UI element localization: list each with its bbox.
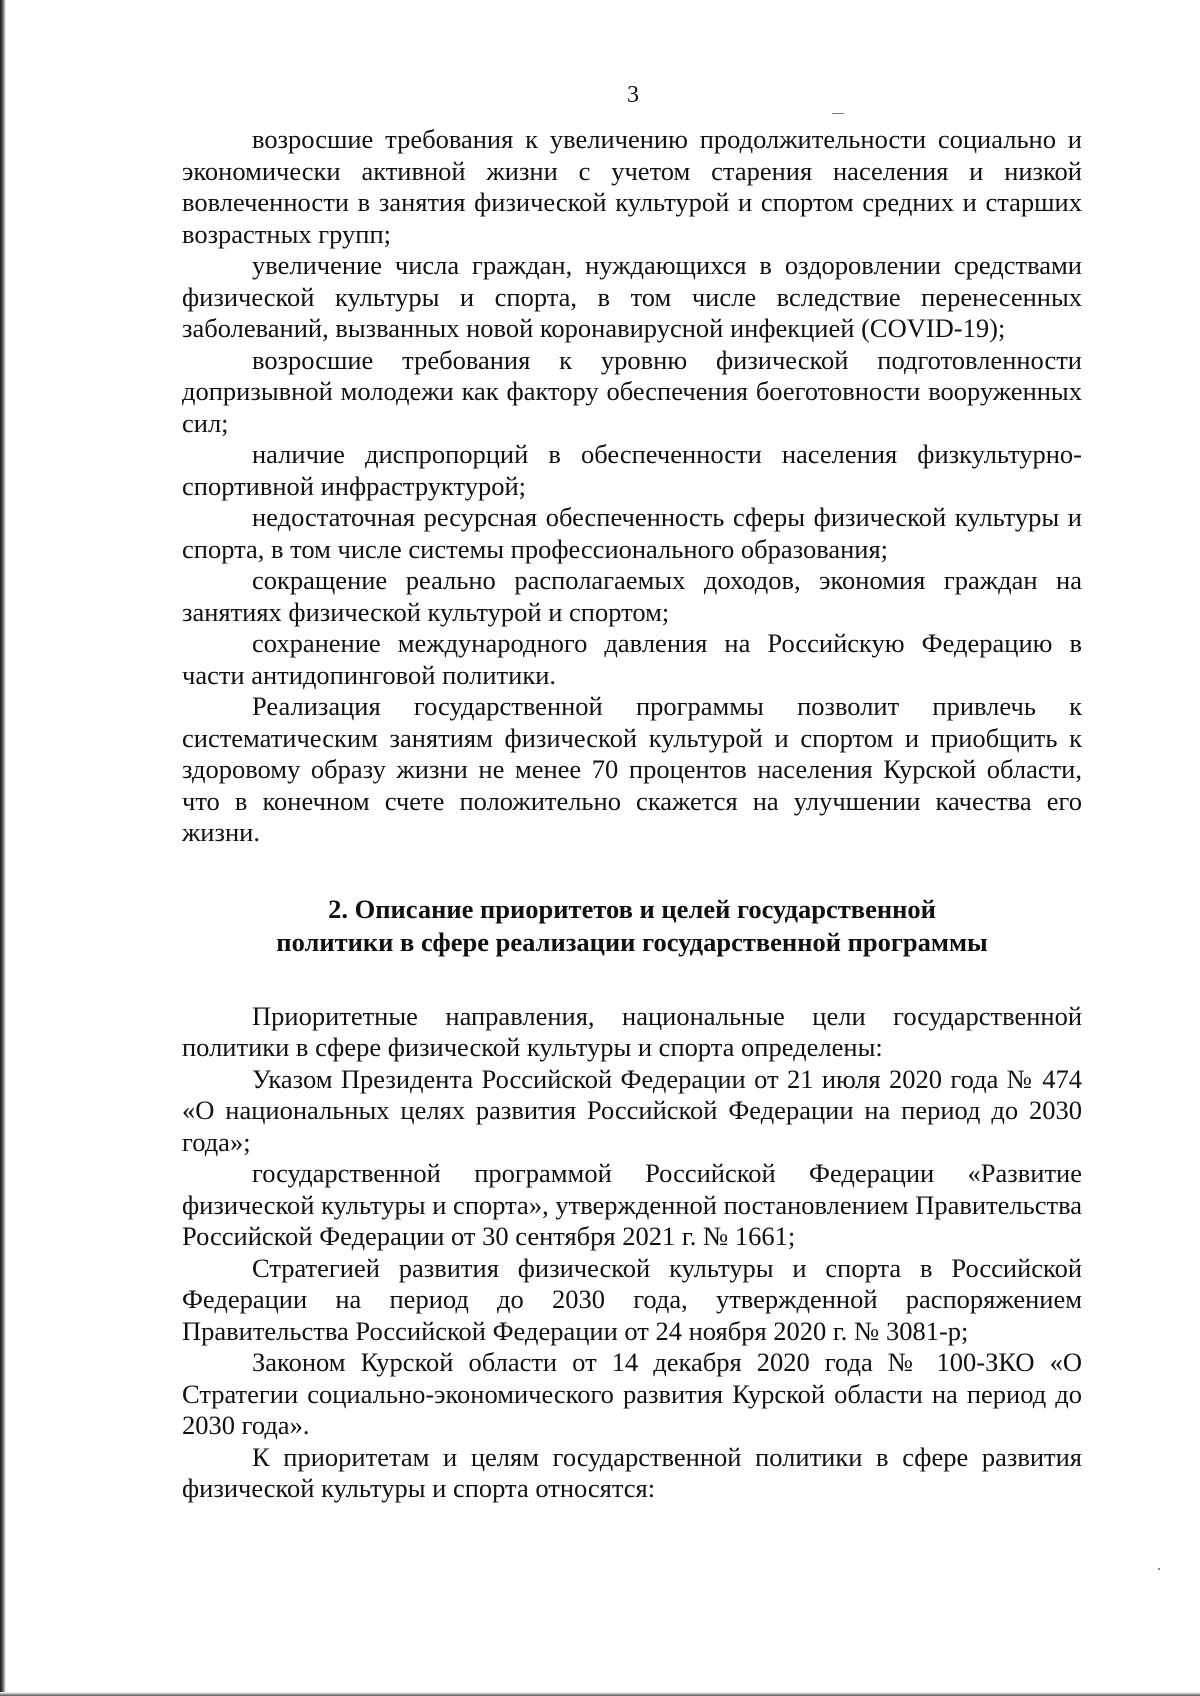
paragraph-priority-directions: Приоритетные направления, национальные цели государственной политики в сфере физической культуры и спорта определены: (182, 1000, 1082, 1062)
scan-artifact-mark (832, 113, 844, 114)
document-body (182, 124, 1082, 1505)
paragraph-sports-strategy: Стратегией развития физической культуры и спорта в Российской Федерации на период до 2030 года, утвержденной распоряжением Правительства Российской Федерации от 24 ноября 2020 г. № 3081-р; (182, 1252, 1082, 1346)
paragraph-federal-program: государственной программой Российской Федерации «Развитие физической культуры и спорта», утвержденной постановлением Правительства Российской Федерации от 30 сентября 2021 г. № 1661; (182, 1158, 1082, 1251)
paragraph-priorities-intro: К приоритетам и целям государственной политики в сфере развития физической культуры и спорта относятся: (182, 1441, 1082, 1503)
section-heading-line-1: 2. Описание приоритетов и целей государственной (328, 893, 936, 924)
paragraph-antidoping-pressure: сохранение международного давления на Российскую Федерацию в части антидопинговой политики. (182, 628, 1082, 690)
scan-border-left (0, 0, 6, 1696)
scan-border-bottom (0, 1692, 1200, 1696)
paragraph-program-outcome: Реализация государственной программы позволит привлечь к систематическим занятиям физической культурой и спортом и приобщить к здоровому образу жизни не менее 70 процентов населения Курской области, что в конечном счете положительно скажется на улучшении качества его жизни. (182, 691, 1082, 847)
paragraph-health-improvement: увеличение числа граждан, нуждающихся в оздоровлении средствами физической культуры и спорта, в том числе вследствие перенесенных заболеваний, вызванных новой коронавирусной инфекцией (COVID-19); (182, 250, 1082, 343)
paragraph-resource-shortage: недостаточная ресурсная обеспеченность сферы физической культуры и спорта, в том числе системы профессионального образования; (182, 502, 1082, 564)
paragraph-income-reduction: сокращение реально располагаемых доходов, экономия граждан на занятиях физической культурой и спортом; (182, 565, 1082, 627)
paragraph-preconscription-youth: возросшие требования к уровню физической подготовленности допризывной молодежи как фактору обеспечения боеготовности вооруженных сил; (182, 344, 1082, 438)
paragraph-infrastructure-disproportion: наличие диспропорций в обеспеченности населения физкультурно-спортивной инфраструктурой; (182, 439, 1082, 501)
page-number: 3 (627, 82, 639, 108)
paragraph-presidential-decree: Указом Президента Российской Федерации от 21 июля 2020 года № 474 «О национальных целях развития Российской Федерации на период до 2030 года»; (182, 1063, 1082, 1157)
paragraph-kursk-law: Законом Курской области от 14 декабря 2020 года № 100-ЗКО «О Стратегии социально-экономического развития Курской области на период до 2030 года». (182, 1347, 1082, 1440)
paragraph-requirements-active-life: возросшие требования к увеличению продолжительности социально и экономически активной жизни с учетом старения населения и низкой вовлеченности в занятия физической культурой и спортом средних и старших возрастных групп; (182, 124, 1082, 249)
section-heading-line-2: политики в сфере реализации государственной программы (276, 926, 988, 957)
scan-artifact-dot (1158, 1568, 1160, 1570)
section-heading (182, 893, 1082, 959)
